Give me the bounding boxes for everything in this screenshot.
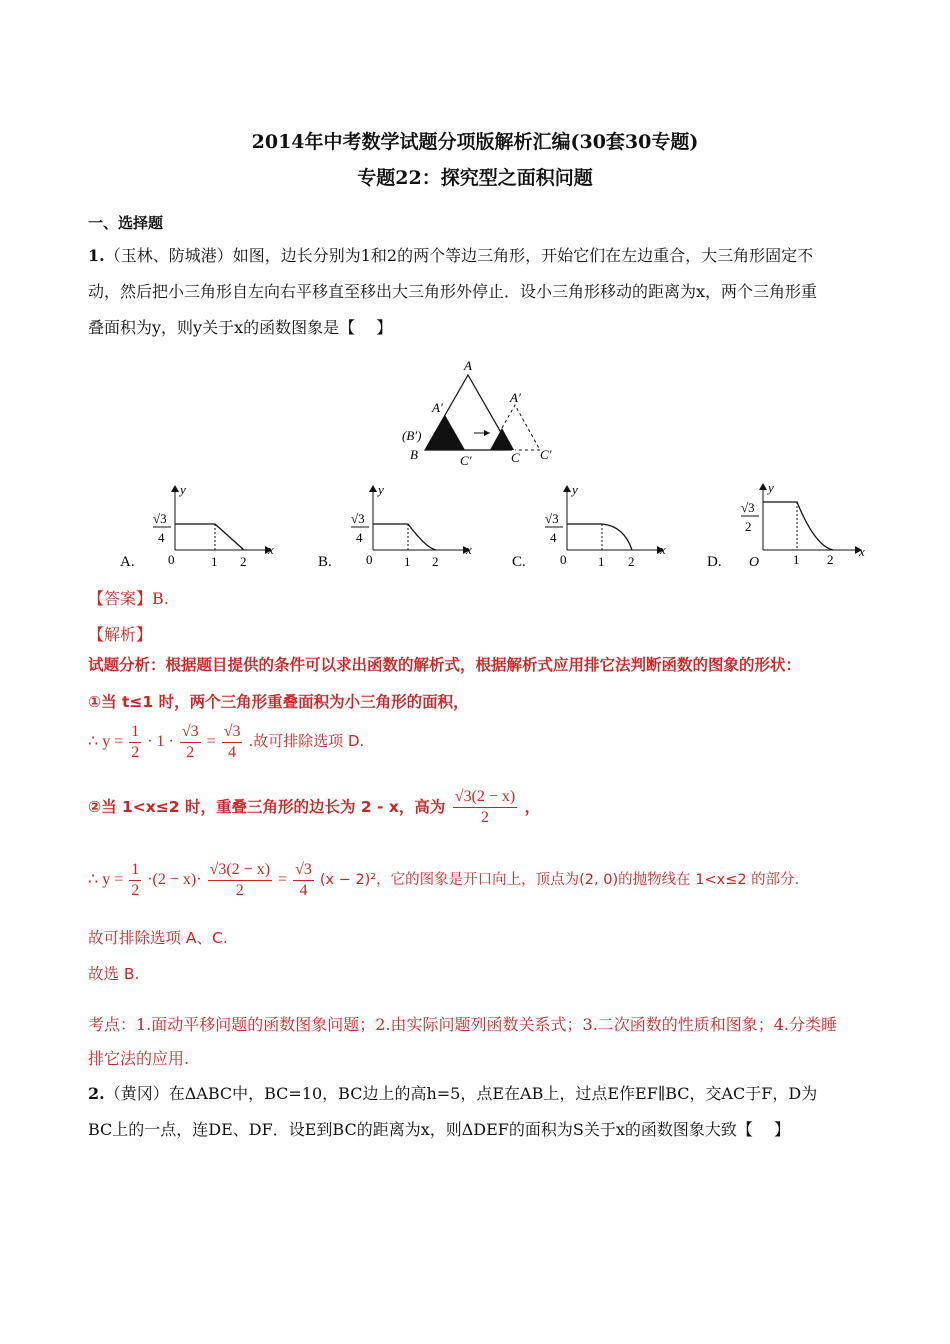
option-letter: D. <box>707 554 722 570</box>
equals-sign: = <box>278 871 288 889</box>
analysis-case-1: ①当 t≤1 时，两个三角形重叠面积为小三角形的面积， <box>88 693 469 711</box>
question-text: （黄冈）在ΔABC中，BC=10，BC边上的高h=5，点E在AB上，过点E作EF∥BC，交AC于F，D为 <box>104 1084 818 1103</box>
question-number: 2. <box>88 1084 105 1103</box>
x-tick-1: 1 <box>598 554 605 569</box>
analysis-heading: 【解析】 <box>88 625 153 644</box>
x-tick-2: 2 <box>628 554 635 569</box>
fraction: $\frac{1}{2}$ <box>131 723 140 761</box>
y-tick-numerator: √3 <box>153 511 167 526</box>
eq-lhs: y = <box>102 871 124 889</box>
fraction: $\frac{√3}{4}$ <box>295 861 312 899</box>
analysis-choose: 故选 B. <box>88 965 140 983</box>
origin-label: 0 <box>560 552 567 567</box>
label-a: A <box>464 358 472 373</box>
option-a-graph <box>120 480 280 575</box>
eq-term: · 1 · <box>147 733 174 751</box>
label-b: B <box>410 447 418 462</box>
equals-sign: = <box>206 733 216 751</box>
x-tick-2: 2 <box>240 554 247 569</box>
question-1-line1 <box>88 238 870 274</box>
fraction: $\frac{√3}{4}$ <box>223 723 241 761</box>
y-tick-denominator: 4 <box>356 530 363 545</box>
label-a-prime-1: A′ <box>432 400 443 415</box>
option-d-graph <box>705 480 875 575</box>
eq-tail: (x − 2)²，它的图象是开口向上，顶点为(2, 0)的抛物线在 1<x≤2 的部分. <box>319 872 800 889</box>
origin-label: 0 <box>168 552 175 567</box>
label-b-prime: (B′) <box>402 428 422 443</box>
y-tick-numerator: √3 <box>741 500 755 515</box>
analysis-intro: 试题分析：根据题目提供的条件可以求出函数的解析式，根据解析式应用排它法判断函数的图象的形状： <box>88 656 802 674</box>
fraction: $\frac{√3(2 - x)}{2}$ <box>454 788 516 826</box>
y-axis-label: y <box>378 482 384 497</box>
section-heading: 一、选择题 <box>88 214 164 232</box>
y-tick-denominator: 2 <box>745 519 752 534</box>
origin-label: O <box>749 555 760 570</box>
fraction: $\frac{√3}{2}$ <box>181 723 199 761</box>
triangle-figure <box>390 355 570 470</box>
therefore-symbol: ∴ <box>88 733 99 751</box>
answer: 【答案】B. <box>88 589 169 608</box>
option-c-graph <box>512 480 672 575</box>
question-2 <box>88 1076 870 1148</box>
x-axis-label: x <box>268 542 274 557</box>
fraction: $\frac{√3(2 - x)}{2}$ <box>209 861 271 899</box>
question-1-line3: 叠面积为y，则y关于x的函数图象是【 】 <box>88 318 393 337</box>
document-title: 2014年中考数学试题分项版解析汇编(30套30专题) <box>251 131 699 153</box>
x-axis-label: x <box>660 542 666 557</box>
question-1 <box>88 238 870 346</box>
eq-tail: .故可排除选项 D. <box>248 732 365 751</box>
equation-2 <box>88 860 888 901</box>
case-2-text: ②当 1<x≤2 时，重叠三角形的边长为 2 - x，高为 <box>88 798 446 816</box>
question-2-line1 <box>88 1076 870 1112</box>
fraction: $\frac{1}{2}$ <box>131 861 140 899</box>
label-c: C <box>511 450 520 465</box>
knowledge-points <box>88 1008 870 1076</box>
analysis-case-2 <box>88 787 540 828</box>
x-axis-label: x <box>859 544 865 559</box>
x-tick-2: 2 <box>827 552 834 567</box>
y-tick-numerator: √3 <box>545 511 559 526</box>
y-tick-numerator: √3 <box>351 511 365 526</box>
y-tick-denominator: 4 <box>550 530 557 545</box>
question-text: （玉林、防城港）如图，边长分别为1和2的两个等边三角形，开始它们在左边重合，大三角形固定不 <box>104 246 814 265</box>
x-axis-label: x <box>466 542 472 557</box>
equation-1 <box>88 722 364 763</box>
eq-term: ·(2 − x)· <box>147 871 202 889</box>
y-axis-label: y <box>768 480 774 495</box>
y-axis-label: y <box>572 482 578 497</box>
question-1-line2: 动，然后把小三角形自左向右平移直至移出大三角形外停止．设小三角形移动的距离为x，两个三角形重 <box>88 282 818 301</box>
label-c-prime-1: C′ <box>460 453 472 468</box>
therefore-symbol: ∴ <box>88 871 99 889</box>
label-c-prime-2: C′ <box>540 447 552 462</box>
x-tick-2: 2 <box>432 554 439 569</box>
label-a-prime-2: A′ <box>510 390 521 405</box>
question-2-line2: BC上的一点，连DE、DF．设E到BC的距离为x，则ΔDEF的面积为S关于x的函数图象大致【 】 <box>88 1120 790 1139</box>
analysis-exclude: 故可排除选项 A、C. <box>88 929 228 947</box>
option-letter: C. <box>512 554 526 570</box>
document-subtitle: 专题22：探究型之面积问题 <box>357 167 593 189</box>
knowledge-points-line2: 排它法的应用. <box>88 1049 190 1068</box>
origin-label: 0 <box>366 552 373 567</box>
x-tick-1: 1 <box>793 552 800 567</box>
option-b-graph <box>318 480 478 575</box>
punctuation: ， <box>524 798 541 816</box>
option-letter: B. <box>318 554 332 570</box>
knowledge-points-line1: 考点：1.面动平移问题的函数图象问题；2.由实际问题列函数关系式；3.二次函数的性质和图象；4.分类睡 <box>88 1015 838 1034</box>
y-axis-label: y <box>180 482 186 497</box>
eq-lhs: y = <box>102 733 124 751</box>
x-tick-1: 1 <box>211 554 218 569</box>
x-tick-1: 1 <box>404 554 411 569</box>
option-letter: A. <box>120 554 135 570</box>
question-number: 1. <box>88 246 105 265</box>
y-tick-denominator: 4 <box>158 530 165 545</box>
